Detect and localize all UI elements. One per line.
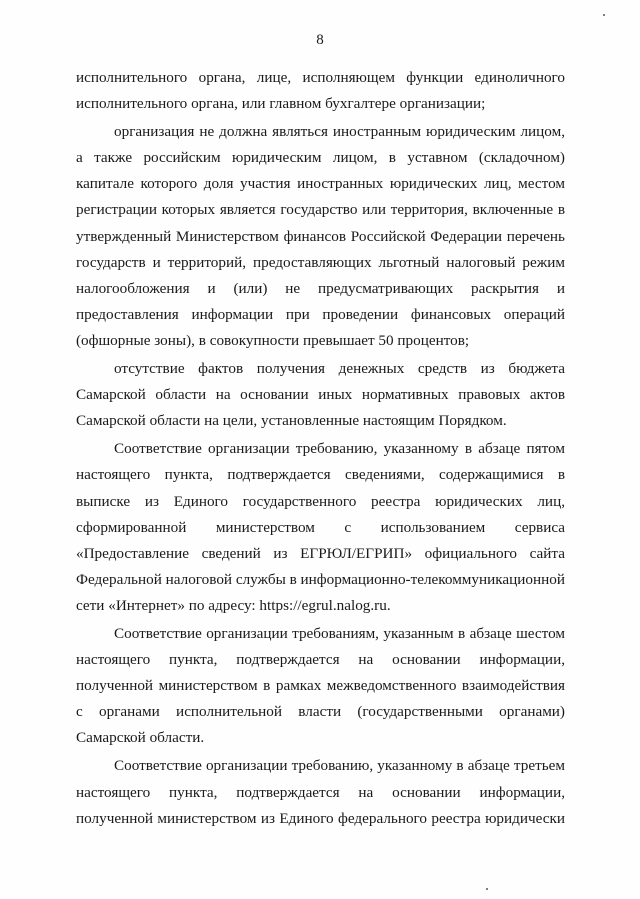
paragraph-5 — [76, 621, 565, 751]
text-line: Самарской области. — [76, 729, 205, 747]
scan-speck — [603, 14, 605, 16]
paragraph-1 — [76, 65, 565, 117]
text-line: «Предоставление сведений из ЕГРЮЛ/ЕГРИП» официального сайта — [76, 544, 565, 562]
paragraph-6 — [76, 753, 565, 831]
text-line: Соответствие организации требованиям, указанным в абзаце шестом — [114, 624, 565, 642]
text-line: Соответствие организации требованию, указанному в абзаце третьем — [114, 757, 565, 775]
text-line: Самарской области на цели, установленные настоящим Порядком. — [76, 412, 507, 430]
document-body — [76, 65, 565, 832]
text-line: капитале которого доля участия иностранных юридических лиц, местом — [76, 175, 565, 193]
text-line: Соответствие организации требованию, указанному в абзаце пятом — [114, 440, 565, 458]
text-line: а также российским юридическим лицом, в уставном (складочном) — [76, 149, 565, 167]
text-line: настоящего пункта, подтверждается сведениями, содержащимися в — [76, 466, 565, 484]
paragraph-2 — [76, 119, 565, 354]
text-line: государств и территорий, предоставляющих льготный налоговый режим — [76, 253, 565, 271]
paragraph-3 — [76, 356, 565, 434]
text-line: организация не должна являться иностранным юридическим лицом, — [114, 123, 565, 141]
text-line: отсутствие фактов получения денежных средств из бюджета — [114, 360, 565, 378]
text-line: Самарской области на основании иных нормативных правовых актов — [76, 386, 565, 404]
text-line: утвержденный Министерством финансов Российской Федерации перечень — [76, 227, 565, 245]
text-line: полученной министерством из Единого федерального реестра юридически — [76, 809, 565, 827]
scan-speck — [486, 888, 488, 890]
text-line: полученной министерством в рамках межведомственного взаимодействия — [76, 677, 565, 695]
text-line: исполнительного органа, лице, исполняющем функции единоличного — [76, 69, 565, 86]
text-line: налогообложения и (или) не предусматривающих раскрытия и — [76, 279, 565, 297]
text-line: исполнительного органа, или главном бухгалтере организации; — [76, 95, 486, 113]
text-line: регистрации которых является государство или территория, включенные в — [76, 201, 565, 219]
text-line: настоящего пункта, подтверждается на основании информации, — [76, 651, 565, 669]
text-line: выписке из Единого государственного реестра юридических лиц, — [76, 492, 565, 510]
text-line: предоставления информации при проведении финансовых операций — [76, 305, 565, 323]
text-line: сформированной министерством с использованием сервиса — [76, 518, 565, 536]
text-line: с органами исполнительной власти (государственными органами) — [76, 703, 565, 721]
text-line: Федеральной налоговой службы в информационно-телекоммуникационной — [76, 570, 565, 588]
text-line: (офшорные зоны), в совокупности превышает 50 процентов; — [76, 331, 470, 349]
text-line: настоящего пункта, подтверждается на основании информации, — [76, 783, 565, 801]
page-number: 8 — [316, 32, 324, 48]
text-line: сети «Интернет» по адресу: https://egrul.nalog.ru. — [76, 596, 391, 614]
paragraph-4 — [76, 436, 565, 619]
